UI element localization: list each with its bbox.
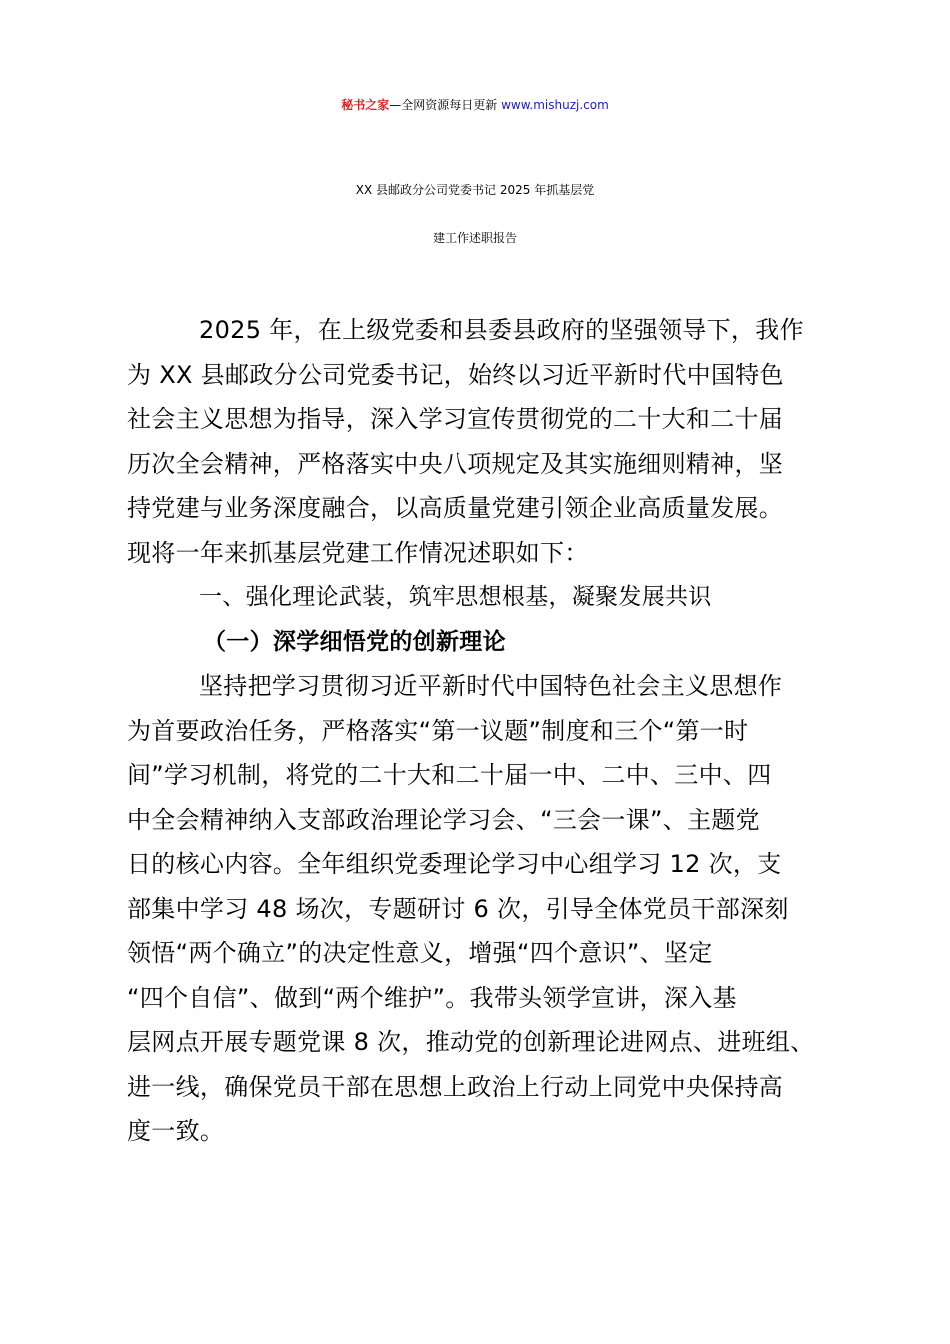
- document-title: [0, 166, 950, 262]
- text-line: 坚持把学习贯彻习近平新时代中国特色社会主义思想作: [199, 672, 783, 700]
- text-line: 层网点开展专题党课 8 次，推动党的创新理论进网点、进班组、: [127, 1028, 815, 1056]
- text-line: 社会主义思想为指导，深入学习宣传贯彻党的二十大和二十届: [127, 405, 784, 433]
- document-body: [127, 308, 847, 1154]
- text-line: 日的核心内容。全年组织党委理论学习中心组学习 12 次，支: [127, 850, 782, 878]
- text-line: “四个自信”、做到“两个维护”。我带头领学宣讲，深入基: [127, 983, 737, 1012]
- text-line: 现将一年来抓基层党建工作情况述职如下：: [127, 538, 589, 567]
- text-line: 部集中学习 48 场次，专题研讨 6 次，引导全体党员干部深刻: [127, 894, 789, 923]
- text-line: 2025 年，在上级党委和县委县政府的坚强领导下，我作: [199, 316, 804, 344]
- subsection-heading: （一）深学细悟党的创新理论: [203, 628, 506, 655]
- site-url-link[interactable]: www.mishuzj.com: [501, 98, 609, 112]
- title-line-2: 建工作述职报告: [432, 231, 517, 245]
- text-line: 历次全会精神，严格落实中央八项规定及其实施细则精神，坚: [127, 449, 784, 478]
- text-line: 中全会精神纳入支部政治理论学习会、“三会一课”、主题党: [127, 805, 760, 834]
- section-paragraph: [127, 664, 847, 1154]
- text-line: 持党建与业务深度融合，以高质量党建引领企业高质量发展。: [127, 494, 784, 522]
- text-line: 进一线，确保党员干部在思想上政治上行动上同党中央保持高: [127, 1072, 784, 1101]
- intro-paragraph: [127, 308, 847, 575]
- text-line: 为首要政治任务，严格落实“第一议题”制度和三个“第一时: [127, 716, 749, 745]
- text-line: 为 XX 县邮政分公司党委书记，始终以习近平新时代中国特色: [127, 360, 784, 389]
- brand-name: 秘书之家: [341, 98, 390, 112]
- banner-slogan: —全网资源每日更新: [389, 98, 498, 112]
- text-line: 间”学习机制，将党的二十大和二十届一中、二中、三中、四: [127, 761, 772, 789]
- section-heading: 一、强化理论武装，筑牢思想根基，凝聚发展共识: [199, 584, 712, 610]
- site-banner: [0, 88, 950, 122]
- text-line: 领悟“两个确立”的决定性意义，增强“四个意识”、坚定: [127, 939, 713, 967]
- text-line: 度一致。: [127, 1117, 225, 1145]
- title-line-1: XX 县邮政分公司党委书记 2025 年抓基层党: [355, 183, 595, 197]
